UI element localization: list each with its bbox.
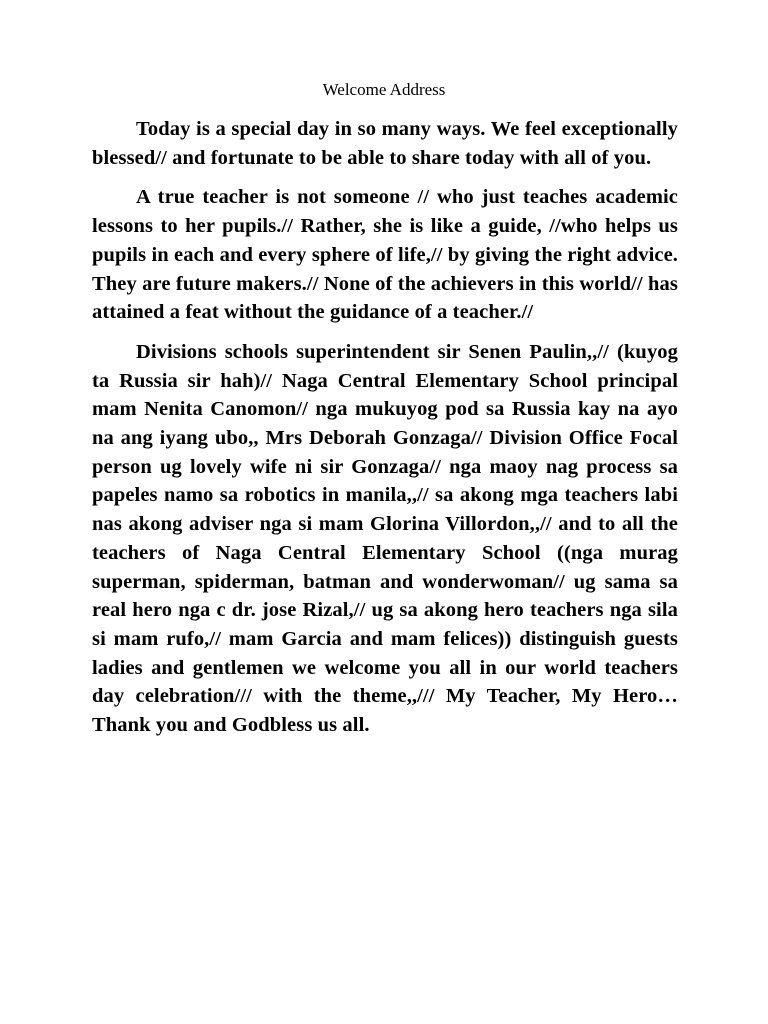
paragraph-opening: Today is a special day in so many ways. We feel exceptionally blessed// and fortunate to be able to share today with all of you.	[92, 118, 678, 169]
paragraph-acknowledgements: Divisions schools superintendent sir Senen Paulin,,// (kuyog ta Russia sir hah)// Naga Central Elementary School principal mam Nenita Canomon// nga mukuyog pod sa Russia kay na ayo na ang iyang ubo,, Mrs Deborah Gonzaga// Division Office Focal person ug lovely wife ni sir Gonzaga// nga maoy nag process sa papeles namo sa robotics in manila,,// sa akong mga teachers labi nas akong adviser nga si mam Glorina Villordon,,// and to all the teachers of Naga Central Elementary School ((nga murag superman, spiderman, batman and wonderwoman// ug sama sa real hero nga c dr. jose Rizal,// ug sa akong hero teachers nga sila si mam rufo,// mam Garcia and mam felices)) distinguish guests ladies and gentlemen we welcome you all in our world teachers day celebration/// with the theme,,/// My Teacher, My Hero… Thank you and Godbless us all.	[92, 340, 678, 737]
document-body	[92, 115, 678, 751]
paragraph-teacher: A true teacher is not someone // who just teaches academic lessons to her pupils.// Rather, she is like a guide, //who helps us pupils in each and every sphere of life,// by giving the right advice. They are future makers.// None of the achievers in this world// has attained a feat without the guidance of a teacher.//	[92, 186, 678, 324]
document-title: Welcome Address	[322, 80, 446, 99]
